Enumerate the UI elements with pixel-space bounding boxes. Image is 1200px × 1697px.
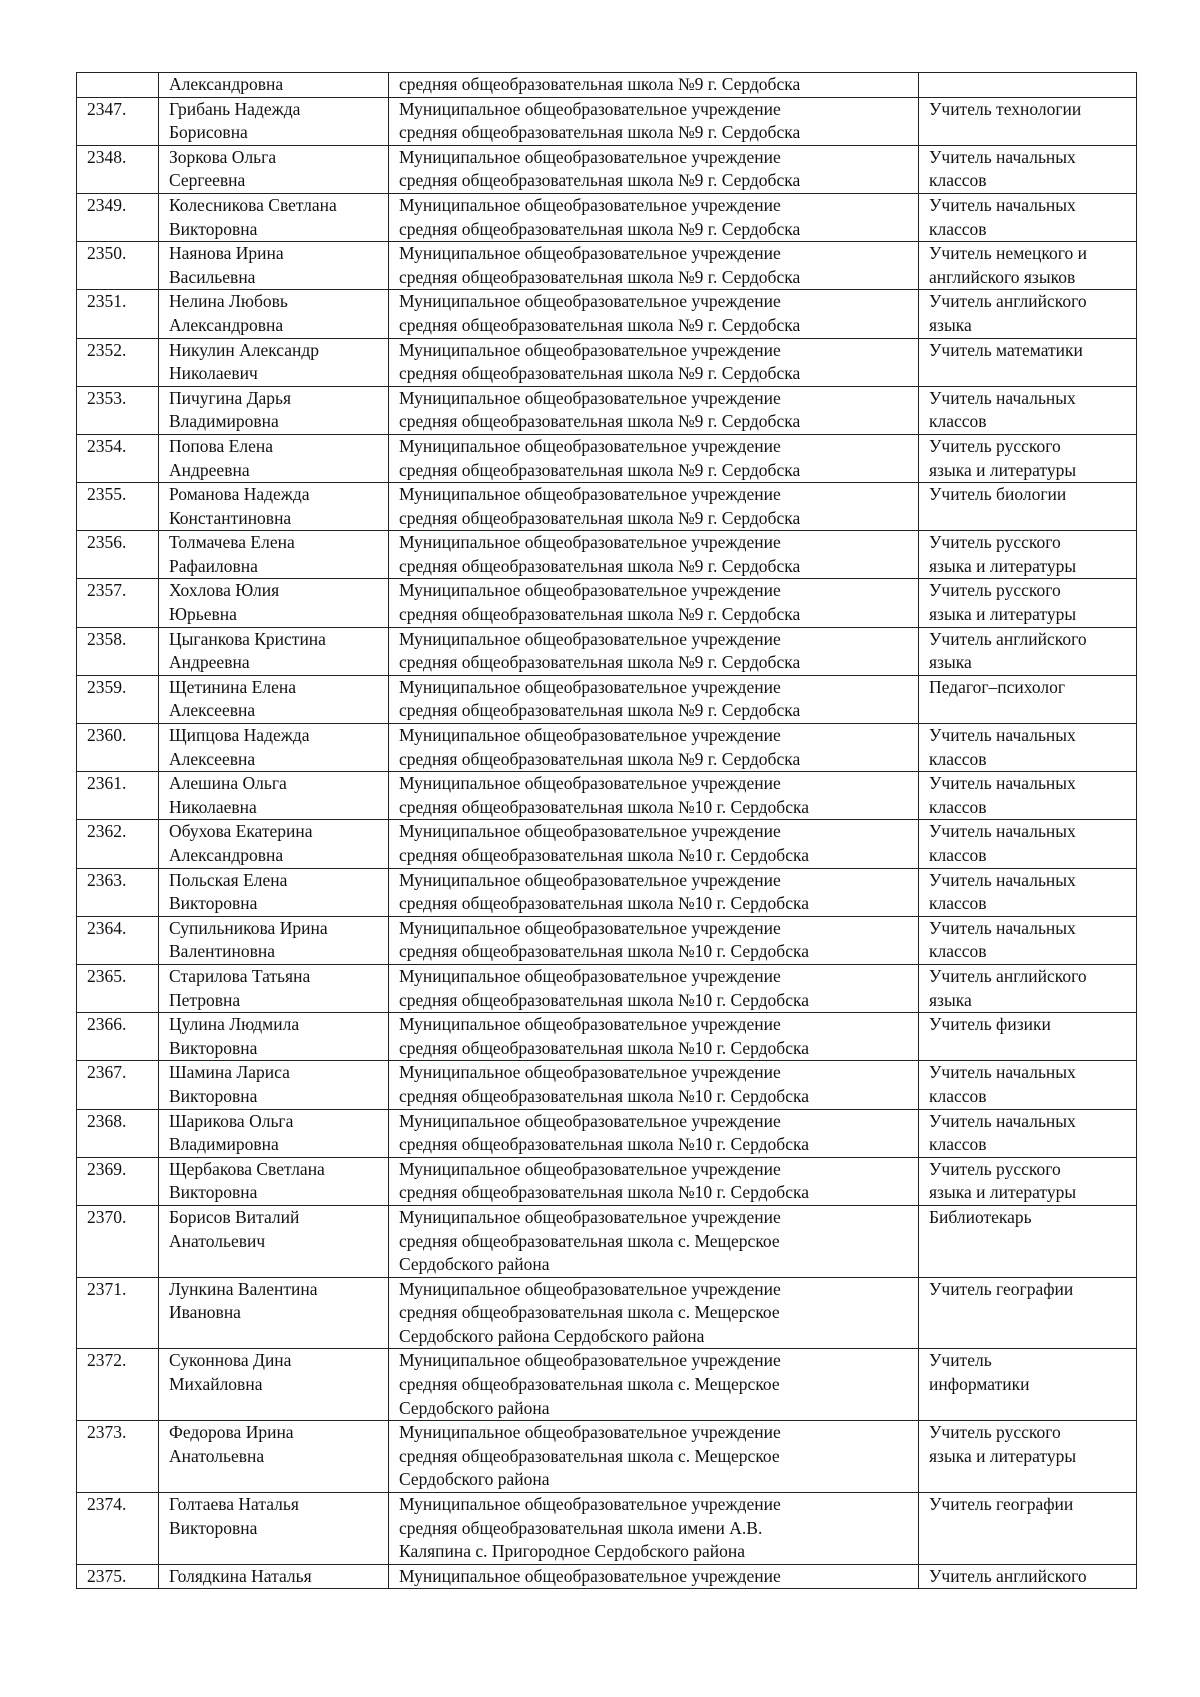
table-row bbox=[77, 73, 1137, 98]
position-cell: Учитель начальных классов bbox=[919, 724, 1137, 772]
person-name-cell: Голтаева Наталья Викторовна bbox=[159, 1493, 389, 1565]
person-name-cell: Федорова Ирина Анатольевна bbox=[159, 1421, 389, 1493]
table-row bbox=[77, 290, 1137, 338]
person-name-cell: Старилова Татьяна Петровна bbox=[159, 964, 389, 1012]
person-name-cell: Щербакова Светлана Викторовна bbox=[159, 1157, 389, 1205]
organization-cell: Муниципальное общеобразовательное учреждение средняя общеобразовательная школа №10 г. Сердобска bbox=[389, 1109, 919, 1157]
row-number-cell: 2355. bbox=[77, 483, 159, 531]
row-number-cell: 2359. bbox=[77, 675, 159, 723]
organization-cell: Муниципальное общеобразовательное учреждение средняя общеобразовательная школа №10 г. Сердобска bbox=[389, 1013, 919, 1061]
position-cell: Учитель начальных классов bbox=[919, 145, 1137, 193]
table-row bbox=[77, 338, 1137, 386]
row-number-cell: 2360. bbox=[77, 724, 159, 772]
person-name-cell: Пичугина Дарья Владимировна bbox=[159, 386, 389, 434]
row-number-cell: 2362. bbox=[77, 820, 159, 868]
row-number-cell: 2367. bbox=[77, 1061, 159, 1109]
table-row bbox=[77, 434, 1137, 482]
person-name-cell: Голядкина Наталья bbox=[159, 1564, 389, 1589]
row-number-cell: 2351. bbox=[77, 290, 159, 338]
person-name-cell: Попова Елена Андреевна bbox=[159, 434, 389, 482]
table-row bbox=[77, 772, 1137, 820]
position-cell: Учитель биологии bbox=[919, 483, 1137, 531]
row-number-cell: 2365. bbox=[77, 964, 159, 1012]
person-name-cell: Супильникова Ирина Валентиновна bbox=[159, 916, 389, 964]
row-number-cell: 2368. bbox=[77, 1109, 159, 1157]
position-cell: Педагог–психолог bbox=[919, 675, 1137, 723]
organization-cell: Муниципальное общеобразовательное учреждение средняя общеобразовательная школа №9 г. Сердобска bbox=[389, 242, 919, 290]
table-row bbox=[77, 675, 1137, 723]
position-cell: Учитель русского языка и литературы bbox=[919, 531, 1137, 579]
organization-cell: Муниципальное общеобразовательное учреждение средняя общеобразовательная школа №9 г. Сердобска bbox=[389, 386, 919, 434]
position-cell: Учитель английского языка bbox=[919, 964, 1137, 1012]
staff-table bbox=[76, 72, 1137, 1589]
organization-cell: Муниципальное общеобразовательное учреждение средняя общеобразовательная школа №10 г. Сердобска bbox=[389, 1157, 919, 1205]
person-name-cell: Зоркова Ольга Сергеевна bbox=[159, 145, 389, 193]
row-number-cell: 2363. bbox=[77, 868, 159, 916]
person-name-cell: Алешина Ольга Николаевна bbox=[159, 772, 389, 820]
row-number-cell: 2374. bbox=[77, 1493, 159, 1565]
table-row bbox=[77, 820, 1137, 868]
organization-cell: Муниципальное общеобразовательное учреждение средняя общеобразовательная школа №9 г. Сердобска bbox=[389, 434, 919, 482]
row-number-cell: 2358. bbox=[77, 627, 159, 675]
person-name-cell: Борисов Виталий Анатольевич bbox=[159, 1205, 389, 1277]
row-number-cell: 2375. bbox=[77, 1564, 159, 1589]
organization-cell: средняя общеобразовательная школа №9 г. Сердобска bbox=[389, 73, 919, 98]
row-number-cell: 2347. bbox=[77, 97, 159, 145]
person-name-cell: Суконнова Дина Михайловна bbox=[159, 1349, 389, 1421]
row-number-cell: 2373. bbox=[77, 1421, 159, 1493]
table-row bbox=[77, 1109, 1137, 1157]
table-row bbox=[77, 1277, 1137, 1349]
position-cell: Учитель английского языка bbox=[919, 627, 1137, 675]
row-number-cell: 2350. bbox=[77, 242, 159, 290]
position-cell: Учитель русского языка и литературы bbox=[919, 1157, 1137, 1205]
position-cell: Учитель русского языка и литературы bbox=[919, 434, 1137, 482]
person-name-cell: Польская Елена Викторовна bbox=[159, 868, 389, 916]
table-row bbox=[77, 1205, 1137, 1277]
position-cell: Библиотекарь bbox=[919, 1205, 1137, 1277]
position-cell: Учитель начальных классов bbox=[919, 386, 1137, 434]
table-row bbox=[77, 483, 1137, 531]
table-row bbox=[77, 1564, 1137, 1589]
position-cell: Учитель физики bbox=[919, 1013, 1137, 1061]
row-number-cell: 2354. bbox=[77, 434, 159, 482]
position-cell bbox=[919, 73, 1137, 98]
row-number-cell: 2349. bbox=[77, 193, 159, 241]
person-name-cell: Нелина Любовь Александровна bbox=[159, 290, 389, 338]
organization-cell: Муниципальное общеобразовательное учреждение средняя общеобразовательная школа с. Мещерское Сердобского района bbox=[389, 1421, 919, 1493]
organization-cell: Муниципальное общеобразовательное учреждение средняя общеобразовательная школа №9 г. Сердобска bbox=[389, 145, 919, 193]
person-name-cell: Цулина Людмила Викторовна bbox=[159, 1013, 389, 1061]
table-row bbox=[77, 145, 1137, 193]
position-cell: Учитель русского языка и литературы bbox=[919, 1421, 1137, 1493]
organization-cell: Муниципальное общеобразовательное учреждение средняя общеобразовательная школа №9 г. Сердобска bbox=[389, 193, 919, 241]
position-cell: Учитель начальных классов bbox=[919, 1109, 1137, 1157]
position-cell: Учитель начальных классов bbox=[919, 772, 1137, 820]
row-number-cell: 2369. bbox=[77, 1157, 159, 1205]
person-name-cell: Романова Надежда Константиновна bbox=[159, 483, 389, 531]
row-number-cell: 2372. bbox=[77, 1349, 159, 1421]
position-cell: Учитель технологии bbox=[919, 97, 1137, 145]
table-row bbox=[77, 1493, 1137, 1565]
row-number-cell bbox=[77, 73, 159, 98]
position-cell: Учитель начальных классов bbox=[919, 868, 1137, 916]
organization-cell: Муниципальное общеобразовательное учреждение средняя общеобразовательная школа с. Мещерское Сердобского района Сердобского района bbox=[389, 1277, 919, 1349]
person-name-cell: Щипцова Надежда Алексеевна bbox=[159, 724, 389, 772]
organization-cell: Муниципальное общеобразовательное учреждение средняя общеобразовательная школа №9 г. Сердобска bbox=[389, 483, 919, 531]
table-row bbox=[77, 1157, 1137, 1205]
position-cell: Учитель английского bbox=[919, 1564, 1137, 1589]
table-row bbox=[77, 1349, 1137, 1421]
position-cell: Учитель начальных классов bbox=[919, 1061, 1137, 1109]
organization-cell: Муниципальное общеобразовательное учреждение средняя общеобразовательная школа с. Мещерское Сердобского района bbox=[389, 1205, 919, 1277]
row-number-cell: 2352. bbox=[77, 338, 159, 386]
organization-cell: Муниципальное общеобразовательное учреждение средняя общеобразовательная школа №9 г. Сердобска bbox=[389, 579, 919, 627]
organization-cell: Муниципальное общеобразовательное учреждение bbox=[389, 1564, 919, 1589]
organization-cell: Муниципальное общеобразовательное учреждение средняя общеобразовательная школа №9 г. Сердобска bbox=[389, 290, 919, 338]
person-name-cell: Шарикова Ольга Владимировна bbox=[159, 1109, 389, 1157]
organization-cell: Муниципальное общеобразовательное учреждение средняя общеобразовательная школа №9 г. Сердобска bbox=[389, 675, 919, 723]
organization-cell: Муниципальное общеобразовательное учреждение средняя общеобразовательная школа №9 г. Сердобска bbox=[389, 531, 919, 579]
row-number-cell: 2353. bbox=[77, 386, 159, 434]
row-number-cell: 2371. bbox=[77, 1277, 159, 1349]
person-name-cell: Наянова Ирина Васильевна bbox=[159, 242, 389, 290]
table-row bbox=[77, 242, 1137, 290]
organization-cell: Муниципальное общеобразовательное учреждение средняя общеобразовательная школа с. Мещерское Сердобского района bbox=[389, 1349, 919, 1421]
table-row bbox=[77, 1421, 1137, 1493]
organization-cell: Муниципальное общеобразовательное учреждение средняя общеобразовательная школа №9 г. Сердобска bbox=[389, 97, 919, 145]
table-row bbox=[77, 868, 1137, 916]
organization-cell: Муниципальное общеобразовательное учреждение средняя общеобразовательная школа №10 г. Сердобска bbox=[389, 1061, 919, 1109]
position-cell: Учитель английского языка bbox=[919, 290, 1137, 338]
row-number-cell: 2356. bbox=[77, 531, 159, 579]
person-name-cell: Александровна bbox=[159, 73, 389, 98]
table-row bbox=[77, 531, 1137, 579]
organization-cell: Муниципальное общеобразовательное учреждение средняя общеобразовательная школа №9 г. Сердобска bbox=[389, 338, 919, 386]
organization-cell: Муниципальное общеобразовательное учреждение средняя общеобразовательная школа №9 г. Сердобска bbox=[389, 627, 919, 675]
position-cell: Учитель географии bbox=[919, 1493, 1137, 1565]
person-name-cell: Толмачева Елена Рафаиловна bbox=[159, 531, 389, 579]
person-name-cell: Никулин Александр Николаевич bbox=[159, 338, 389, 386]
person-name-cell: Цыганкова Кристина Андреевна bbox=[159, 627, 389, 675]
organization-cell: Муниципальное общеобразовательное учреждение средняя общеобразовательная школа №10 г. Сердобска bbox=[389, 868, 919, 916]
row-number-cell: 2366. bbox=[77, 1013, 159, 1061]
person-name-cell: Хохлова Юлия Юрьевна bbox=[159, 579, 389, 627]
table-row bbox=[77, 916, 1137, 964]
position-cell: Учитель математики bbox=[919, 338, 1137, 386]
organization-cell: Муниципальное общеобразовательное учреждение средняя общеобразовательная школа №9 г. Сердобска bbox=[389, 724, 919, 772]
position-cell: Учитель информатики bbox=[919, 1349, 1137, 1421]
position-cell: Учитель русского языка и литературы bbox=[919, 579, 1137, 627]
table-row bbox=[77, 386, 1137, 434]
position-cell: Учитель немецкого и английского языков bbox=[919, 242, 1137, 290]
table-row bbox=[77, 627, 1137, 675]
row-number-cell: 2348. bbox=[77, 145, 159, 193]
organization-cell: Муниципальное общеобразовательное учреждение средняя общеобразовательная школа имени А.В. Каляпина с. Пригородное Сердобского района bbox=[389, 1493, 919, 1565]
person-name-cell: Колесникова Светлана Викторовна bbox=[159, 193, 389, 241]
person-name-cell: Лункина Валентина Ивановна bbox=[159, 1277, 389, 1349]
person-name-cell: Обухова Екатерина Александровна bbox=[159, 820, 389, 868]
position-cell: Учитель географии bbox=[919, 1277, 1137, 1349]
table-row bbox=[77, 97, 1137, 145]
table-row bbox=[77, 724, 1137, 772]
person-name-cell: Шамина Лариса Викторовна bbox=[159, 1061, 389, 1109]
table-row bbox=[77, 1013, 1137, 1061]
person-name-cell: Щетинина Елена Алексеевна bbox=[159, 675, 389, 723]
organization-cell: Муниципальное общеобразовательное учреждение средняя общеобразовательная школа №10 г. Сердобска bbox=[389, 916, 919, 964]
row-number-cell: 2364. bbox=[77, 916, 159, 964]
position-cell: Учитель начальных классов bbox=[919, 916, 1137, 964]
table-row bbox=[77, 964, 1137, 1012]
organization-cell: Муниципальное общеобразовательное учреждение средняя общеобразовательная школа №10 г. Сердобска bbox=[389, 964, 919, 1012]
row-number-cell: 2370. bbox=[77, 1205, 159, 1277]
table-row bbox=[77, 193, 1137, 241]
row-number-cell: 2361. bbox=[77, 772, 159, 820]
organization-cell: Муниципальное общеобразовательное учреждение средняя общеобразовательная школа №10 г. Сердобска bbox=[389, 820, 919, 868]
row-number-cell: 2357. bbox=[77, 579, 159, 627]
organization-cell: Муниципальное общеобразовательное учреждение средняя общеобразовательная школа №10 г. Сердобска bbox=[389, 772, 919, 820]
person-name-cell: Грибань Надежда Борисовна bbox=[159, 97, 389, 145]
table-row bbox=[77, 579, 1137, 627]
position-cell: Учитель начальных классов bbox=[919, 820, 1137, 868]
staff-table-body bbox=[77, 73, 1137, 1589]
position-cell: Учитель начальных классов bbox=[919, 193, 1137, 241]
table-row bbox=[77, 1061, 1137, 1109]
